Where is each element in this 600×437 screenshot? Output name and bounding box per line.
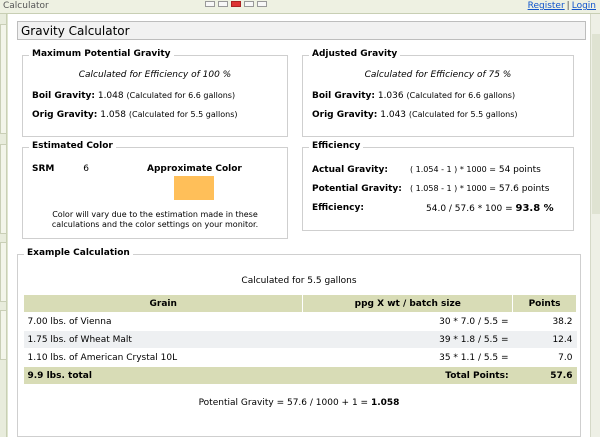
potential-gravity-summary-result: 1.058 xyxy=(370,398,400,408)
boil-gravity-note: (Calculated for 6.6 gallons) xyxy=(126,91,236,100)
header-grain: Grain xyxy=(24,295,303,313)
color-note-line2: calculations and the color settings on your monitor. xyxy=(51,220,259,229)
points-cell: 7.0 xyxy=(513,349,577,367)
rail-panel xyxy=(0,144,7,234)
grain-cell: 7.00 lbs. of Vienna xyxy=(24,313,303,331)
table-row xyxy=(24,331,577,349)
rail-panel xyxy=(0,310,7,360)
color-note-line1: Color will vary due to the estimation made in these xyxy=(52,210,258,219)
ppg-cell: 39 * 1.8 / 5.5 = xyxy=(303,331,513,349)
efficiency-result: 93.8 % xyxy=(515,203,554,214)
boil-gravity-value: 1.048 xyxy=(97,91,124,101)
tab-icon[interactable] xyxy=(205,1,215,7)
header-ppg: ppg X wt / batch size xyxy=(303,295,513,313)
orig-gravity-note: (Calculated for 5.5 gallons) xyxy=(128,110,238,119)
actual-gravity-formula: ( 1.054 - 1 ) * 1000 = xyxy=(410,165,496,174)
link-separator: | xyxy=(566,1,570,11)
total-weight-cell: 9.9 lbs. total xyxy=(24,367,303,385)
adj-orig-gravity xyxy=(312,110,517,120)
points-cell: 38.2 xyxy=(513,313,577,331)
page-title-bar xyxy=(17,21,586,40)
breadcrumb[interactable]: Calculator xyxy=(3,1,49,11)
potential-gravity-result: 57.6 points xyxy=(498,184,550,194)
max-gravity-note: Calculated for Efficiency of 100 % xyxy=(78,70,232,80)
actual-gravity-label: Actual Gravity: xyxy=(312,165,388,175)
boil-gravity-value: 1.036 xyxy=(377,91,404,101)
adj-boil-gravity xyxy=(312,91,515,101)
efficiency-calc xyxy=(426,203,554,214)
orig-gravity-value: 1.043 xyxy=(380,110,407,120)
adjusted-gravity-panel xyxy=(302,49,574,137)
adjusted-gravity-legend: Adjusted Gravity xyxy=(309,49,400,59)
actual-gravity-calc xyxy=(410,165,541,175)
ppg-cell: 35 * 1.1 / 5.5 = xyxy=(303,349,513,367)
actual-gravity-result: 54 points xyxy=(498,165,541,175)
potential-gravity-label: Potential Gravity: xyxy=(312,184,402,194)
potential-gravity-summary-text: Potential Gravity = 57.6 / 1000 + 1 = xyxy=(198,398,369,408)
orig-gravity-label: Orig Gravity: xyxy=(312,110,378,120)
table-row xyxy=(24,313,577,331)
approximate-color-label: Approximate Color xyxy=(147,164,242,174)
main-content xyxy=(8,14,590,437)
grain-cell: 1.75 lbs. of Wheat Malt xyxy=(24,331,303,349)
table-row xyxy=(24,349,577,367)
left-rail xyxy=(0,14,7,437)
grain-cell: 1.10 lbs. of American Crystal 10L xyxy=(24,349,303,367)
page-title: Gravity Calculator xyxy=(21,24,130,38)
max-boil-gravity xyxy=(32,91,235,101)
close-tab-icon[interactable] xyxy=(231,1,241,7)
login-link[interactable]: Login xyxy=(571,1,596,11)
ppg-cell: 30 * 7.0 / 5.5 = xyxy=(303,313,513,331)
total-points-label: Total Points: xyxy=(303,367,513,385)
tab-icon[interactable] xyxy=(218,1,228,7)
orig-gravity-label: Orig Gravity: xyxy=(32,110,98,120)
total-points-value: 57.6 xyxy=(513,367,577,385)
max-orig-gravity xyxy=(32,110,237,120)
orig-gravity-value: 1.058 xyxy=(100,110,127,120)
boil-gravity-note: (Calculated for 6.6 gallons) xyxy=(406,91,516,100)
efficiency-label: Efficiency: xyxy=(312,203,364,213)
srm-readout xyxy=(32,164,89,174)
browser-top-bar xyxy=(0,0,600,14)
rail-panel xyxy=(0,242,7,302)
table-total-row xyxy=(24,367,577,385)
efficiency-legend: Efficiency xyxy=(309,141,363,151)
srm-label: SRM xyxy=(32,164,55,174)
efficiency-formula: 54.0 / 57.6 * 100 = xyxy=(426,204,513,214)
rail-panel xyxy=(0,24,7,134)
example-subtitle: Calculated for 5.5 gallons xyxy=(241,276,357,286)
header-points: Points xyxy=(513,295,577,313)
register-link[interactable]: Register xyxy=(527,1,565,11)
account-links xyxy=(528,1,596,11)
max-gravity-legend: Maximum Potential Gravity xyxy=(29,49,174,59)
scrollbar-thumb[interactable] xyxy=(592,34,600,214)
vertical-scrollbar[interactable] xyxy=(590,14,600,437)
tab-icon[interactable] xyxy=(244,1,254,7)
points-cell: 12.4 xyxy=(513,331,577,349)
efficiency-panel xyxy=(302,141,574,231)
boil-gravity-label: Boil Gravity: xyxy=(312,91,375,101)
adjusted-gravity-note: Calculated for Efficiency of 75 % xyxy=(364,70,512,80)
example-calculation-legend: Example Calculation xyxy=(24,248,133,258)
potential-gravity-formula: ( 1.058 - 1 ) * 1000 = xyxy=(410,184,496,193)
estimated-color-panel xyxy=(22,141,288,239)
grain-table xyxy=(23,294,577,385)
table-header-row xyxy=(24,295,577,313)
browser-tab-strip xyxy=(205,0,395,6)
potential-gravity-summary xyxy=(17,398,581,408)
tab-icon[interactable] xyxy=(257,1,267,7)
color-swatch xyxy=(174,176,214,200)
max-gravity-panel xyxy=(22,49,288,137)
srm-value: 6 xyxy=(83,164,89,174)
orig-gravity-note: (Calculated for 5.5 gallons) xyxy=(408,110,518,119)
estimated-color-legend: Estimated Color xyxy=(29,141,116,151)
boil-gravity-label: Boil Gravity: xyxy=(32,91,95,101)
potential-gravity-calc xyxy=(410,184,549,194)
